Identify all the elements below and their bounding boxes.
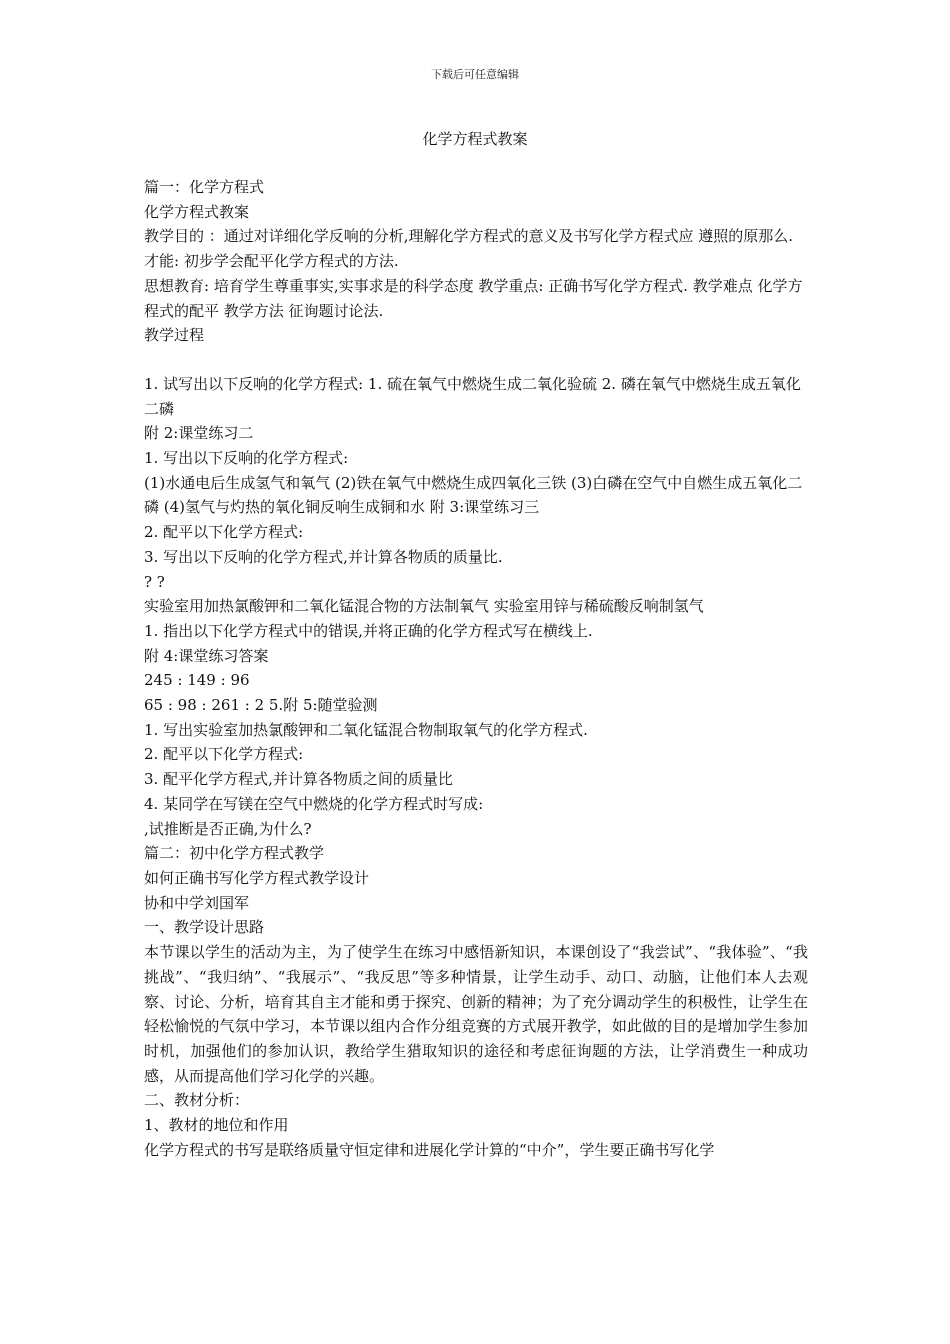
- page-header-note: 下载后可任意编辑: [431, 68, 519, 81]
- paragraph: (1)水通电后生成氢气和氧气 (2)铁在氧气中燃烧生成四氧化三铁 (3)白磷在空气中自燃生成五氧化二磷 (4)氢气与灼热的氧化铜反响生成铜和水 附 3:课堂练习三: [144, 473, 803, 517]
- paragraph: 附 2:课堂练习二: [144, 424, 254, 443]
- document-title: 化学方程式教案: [422, 130, 528, 148]
- paragraph: 如何正确书写化学方程式教学设计: [144, 868, 370, 887]
- paragraph: 思想教育: 培育学生尊重事实,实事求是的科学态度 教学重点: 正确书写化学方程式. 教学难点 化学方程式的配平 教学方法 征询题讨论法.: [144, 276, 803, 320]
- paragraph: ? ?: [144, 572, 165, 591]
- paragraph: 3. 写出以下反响的化学方程式,并计算各物质的质量比.: [144, 547, 503, 566]
- paragraph: 二、教材分析：: [144, 1091, 250, 1110]
- paragraph: 1. 写出以下反响的化学方程式:: [144, 449, 349, 468]
- paragraph: 实验室用加热氯酸钾和二氧化锰混合物的方法制氧气 实验室用锌与稀硫酸反响制氢气: [144, 597, 704, 616]
- paragraph: ,试推断是否正确,为什么?: [144, 819, 312, 838]
- paragraph: 一、教学设计思路: [144, 918, 265, 937]
- paragraph: 化学方程式的书写是联络质量守恒定律和进展化学计算的“中介”，学生要正确书写化学: [144, 1140, 715, 1159]
- paragraph: 1. 写出实验室加热氯酸钾和二氧化锰混合物制取氧气的化学方程式.: [144, 720, 588, 739]
- paragraph-spacer: [144, 348, 808, 372]
- paragraph: 篇一：化学方程式: [144, 178, 265, 196]
- paragraph: 附 4:课堂练习答案: [144, 646, 269, 665]
- paragraph: 教学过程: [144, 326, 205, 345]
- paragraph: 3. 配平化学方程式,并计算各物质之间的质量比: [144, 770, 453, 789]
- paragraph: 1、教材的地位和作用: [144, 1116, 289, 1135]
- paragraph: 协和中学刘国军: [144, 893, 250, 912]
- paragraph: 本节课以学生的活动为主，为了使学生在练习中感悟新知识，本课创设了“我尝试”、“我体验”、“我挑战”、“我归纳”、“我展示”、“我反思”等多种情景，让学生动手、动口、动脑，让他们本人去观察、讨论、分析，培育其自主才能和勇于探究、创新的精神；为了充分调动学生的积极性，让学生在轻松愉悦的气氛中学习，本节课以组内合作分组竞赛的方式展开教学，如此做的目的是增加学生参加时机，加强他们的参加认识，教给学生猎取知识的途径和考虑征询题的方法，让学消费生一种成功感，从而提高他们学习化学的兴趣。: [144, 943, 808, 1085]
- paragraph: 245 : 149 : 96: [144, 671, 250, 690]
- paragraph: 化学方程式教案: [144, 202, 250, 221]
- paragraph: 2. 配平以下化学方程式:: [144, 745, 304, 764]
- paragraph: 1. 指出以下化学方程式中的错误,并将正确的化学方程式写在横线上.: [144, 621, 593, 640]
- paragraph: 65 : 98 : 261 : 2 5.附 5:随堂验测: [144, 696, 378, 715]
- paragraph: 才能: 初步学会配平化学方程式的方法.: [144, 252, 399, 271]
- paragraph: 教学目的 ：通过对详细化学反响的分析,理解化学方程式的意义及书写化学方程式应 遵照的原那么.: [144, 227, 794, 246]
- paragraph: 4. 某同学在写镁在空气中燃烧的化学方程式时写成:: [144, 794, 484, 813]
- paragraph: 2. 配平以下化学方程式:: [144, 523, 304, 542]
- paragraph: 1. 试写出以下反响的化学方程式: 1. 硫在氧气中燃烧生成二氧化验硫 2. 磷在氧气中燃烧生成五氧化二磷: [144, 374, 801, 418]
- document-body: [144, 175, 808, 1162]
- section-heading: 篇二：初中化学方程式教学: [144, 844, 325, 863]
